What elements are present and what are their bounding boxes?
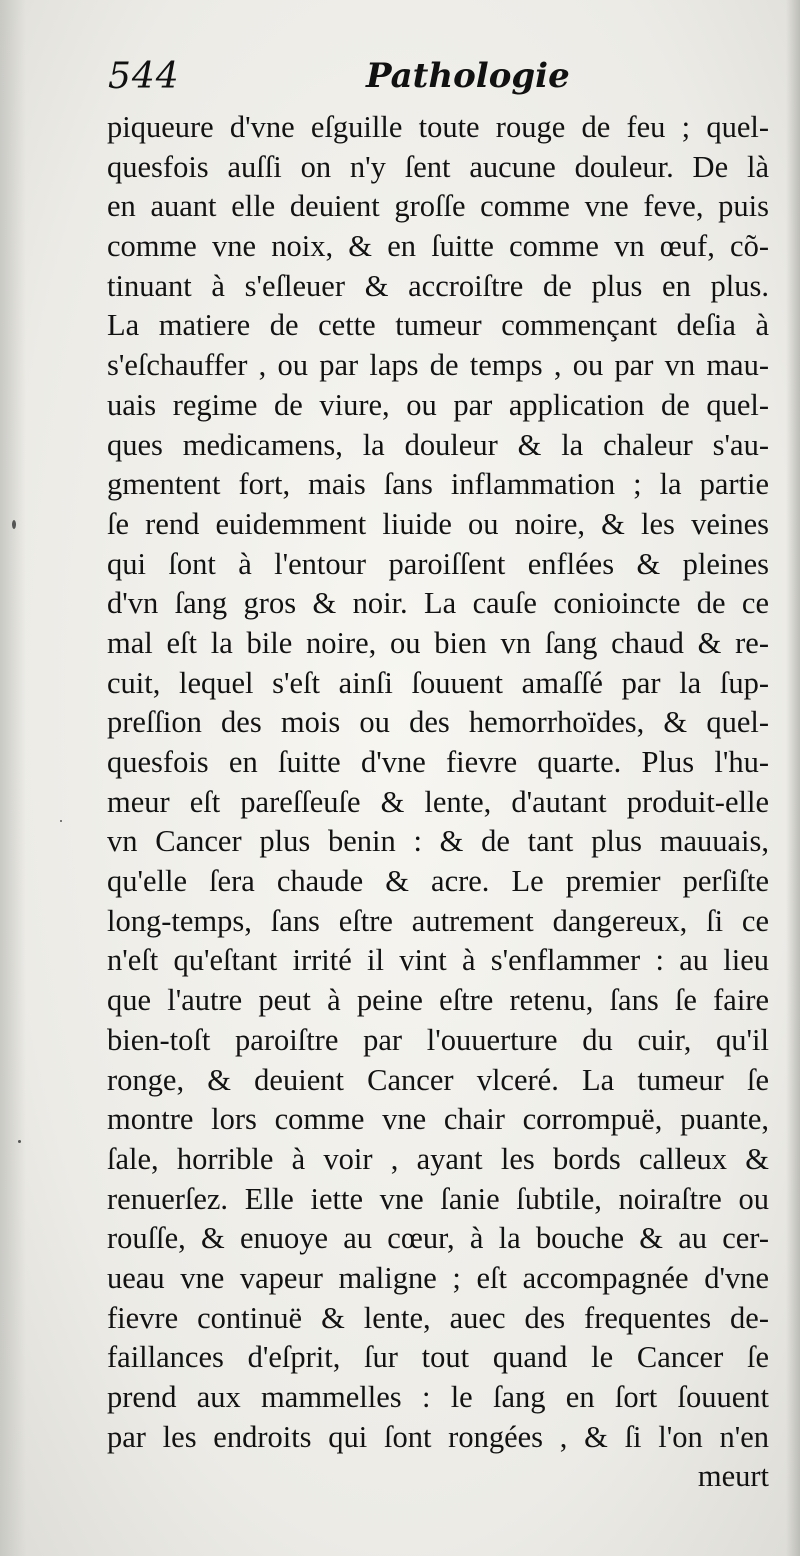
text-line: ques medicamens, la douleur & la chaleur s'au- (107, 427, 769, 462)
text-line: qui ſont à l'entour paroiſſent enflées & pleines (107, 546, 769, 581)
text-line: ſale, horrible à voir , ayant les bords calleux & (107, 1141, 769, 1176)
text-line: mal eſt la bile noire, ou bien vn ſang chaud & re- (107, 625, 769, 660)
text-line: cuit, lequel s'eſt ainſi ſouuent amaſſé par la ſup- (107, 665, 769, 700)
body-text (107, 108, 769, 1497)
text-line: montre lors comme vne chair corrompuë, puante, (107, 1102, 769, 1137)
text-line: meur eſt pareſſeuſe & lente, d'autant produit-elle (107, 784, 769, 819)
text-line: preſſion des mois ou des hemorrhoïdes, & quel- (107, 705, 769, 740)
text-line: long-temps, ſans eſtre autrement dangereux, ſi ce (107, 903, 769, 938)
text-line: par les endroits qui ſont rongées , & ſi l'on n'en (107, 1419, 769, 1454)
gutter-shadow (0, 0, 26, 1556)
text-line: qu'elle ſera chaude & acre. Le premier perſiſte (107, 864, 769, 899)
paper-speck (18, 1140, 21, 1143)
text-line: gmentent fort, mais ſans inflammation ; la partie (107, 467, 769, 502)
text-line: bien-toſt paroiſtre par l'ouuerture du cuir, qu'il (107, 1022, 769, 1057)
paper-speck (12, 520, 16, 529)
text-line: uais regime de viure, ou par application de quel- (107, 387, 769, 422)
text-line: quesfois en ſuitte d'vne fievre quarte. Plus l'hu- (107, 745, 769, 779)
page-number: 544 (108, 56, 180, 97)
running-head: Pathologie (366, 56, 570, 96)
page-edge-shadow (786, 0, 800, 1556)
text-line: faillances d'eſprit, ſur tout quand le Cancer ſe (107, 1340, 769, 1375)
text-line: La matiere de cette tumeur commençant deſia à (107, 308, 769, 343)
text-line: fievre continuë & lente, auec des frequentes de- (107, 1300, 769, 1335)
text-line: d'vn ſang gros & noir. La cauſe conioincte de ce (107, 586, 769, 621)
text-line: rouſſe, & enuoye au cœur, à la bouche & au cer- (107, 1221, 769, 1256)
page-header (108, 56, 768, 106)
text-line: comme vne noix, & en ſuitte comme vn œuf, cõ- (107, 229, 769, 264)
text-line: prend aux mammelles : le ſang en ſort ſouuent (107, 1380, 769, 1414)
text-line: n'eſt qu'eſtant irrité il vint à s'enflammer : au lieu (107, 943, 769, 978)
text-line: ſe rend euidemment liuide ou noire, & les veines (107, 506, 769, 541)
text-line: en auant elle deuient groſſe comme vne feve, puis (107, 189, 769, 224)
catchword: meurt (697, 1459, 769, 1494)
text-line: quesfois auſſi on n'y ſent aucune douleur. De là (107, 149, 769, 184)
text-line: vn Cancer plus benin : & de tant plus mauuais, (107, 824, 769, 859)
text-line: ronge, & deuient Cancer vlceré. La tumeur ſe (107, 1062, 769, 1097)
text-line: s'eſchauffer , ou par laps de temps , ou par vn mau- (107, 348, 769, 383)
text-line: renuerſez. Elle iette vne ſanie ſubtile, noiraſtre ou (107, 1181, 769, 1216)
text-line: piqueure d'vne eſguille toute rouge de feu ; quel- (107, 110, 769, 144)
text-line: que l'autre peut à peine eſtre retenu, ſans ſe faire (107, 983, 769, 1018)
text-line: ueau vne vapeur maligne ; eſt accompagnée d'vne (107, 1260, 769, 1295)
paper-speck (60, 820, 62, 822)
text-line: tinuant à s'eſleuer & accroiſtre de plus en plus. (107, 268, 769, 303)
